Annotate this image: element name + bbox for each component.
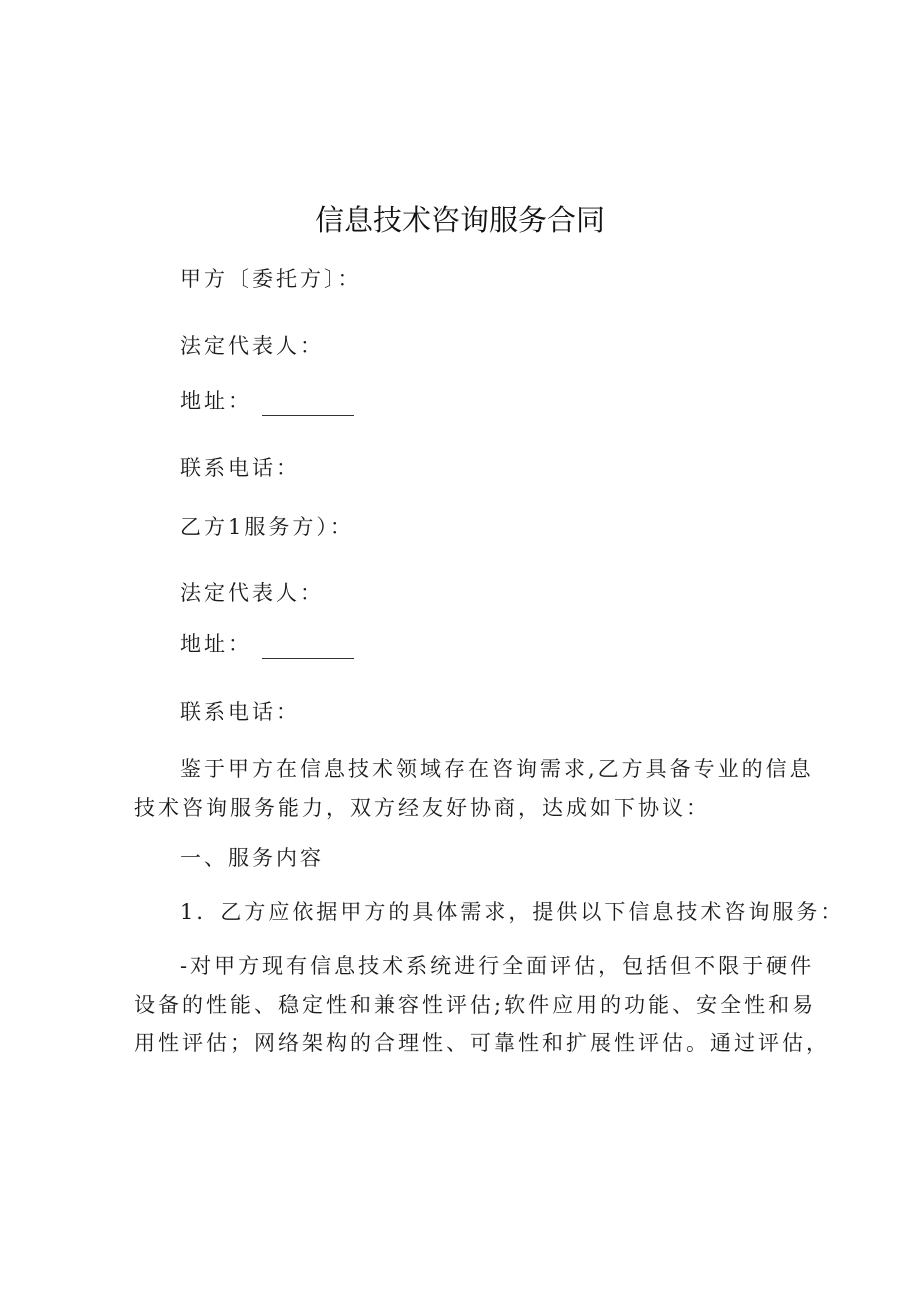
- party-b-address-label: 地址：: [180, 632, 252, 656]
- section-1-bullet-1: [134, 947, 830, 1063]
- bullet-1-line-3: 用性评估；网络架构的合理性、可靠性和扩展性评估。通过评估，: [134, 1031, 830, 1055]
- contract-title: 信息技术咨询服务合同: [314, 203, 605, 237]
- section-1-item-1: 1．乙方应依据甲方的具体需求，提供以下信息技术咨询服务：: [180, 900, 845, 924]
- party-b-address-row: [180, 629, 354, 659]
- party-a-phone-label: 联系电话：: [180, 456, 300, 480]
- bullet-1-line-1: -对甲方现有信息技术系统进行全面评估，包括但不限于硬件: [180, 954, 815, 978]
- party-b-phone-label: 联系电话：: [180, 700, 300, 724]
- preamble-line-2: 技术咨询服务能力，双方经友好协商，达成如下协议：: [134, 795, 710, 820]
- party-b-address-blank: [262, 636, 354, 659]
- bullet-1-line-2: 设备的性能、稳定性和兼容性评估;软件应用的功能、安全性和易: [134, 992, 817, 1017]
- party-a-legal-rep-label: 法定代表人：: [180, 334, 324, 358]
- party-b-heading: 乙方1服务方）：: [180, 515, 354, 539]
- preamble-paragraph: [134, 750, 814, 827]
- party-a-heading: 甲方〔委托方〕：: [180, 267, 362, 291]
- preamble-line-1: 鉴于甲方在信息技术领域存在咨询需求,乙方具备专业的信息: [180, 757, 814, 781]
- section-1-heading: 一、服务内容: [180, 846, 324, 870]
- party-a-address-row: [180, 386, 354, 416]
- party-b-legal-rep-label: 法定代表人：: [180, 581, 324, 605]
- party-a-address-blank: [262, 393, 354, 416]
- party-a-address-label: 地址：: [180, 389, 252, 413]
